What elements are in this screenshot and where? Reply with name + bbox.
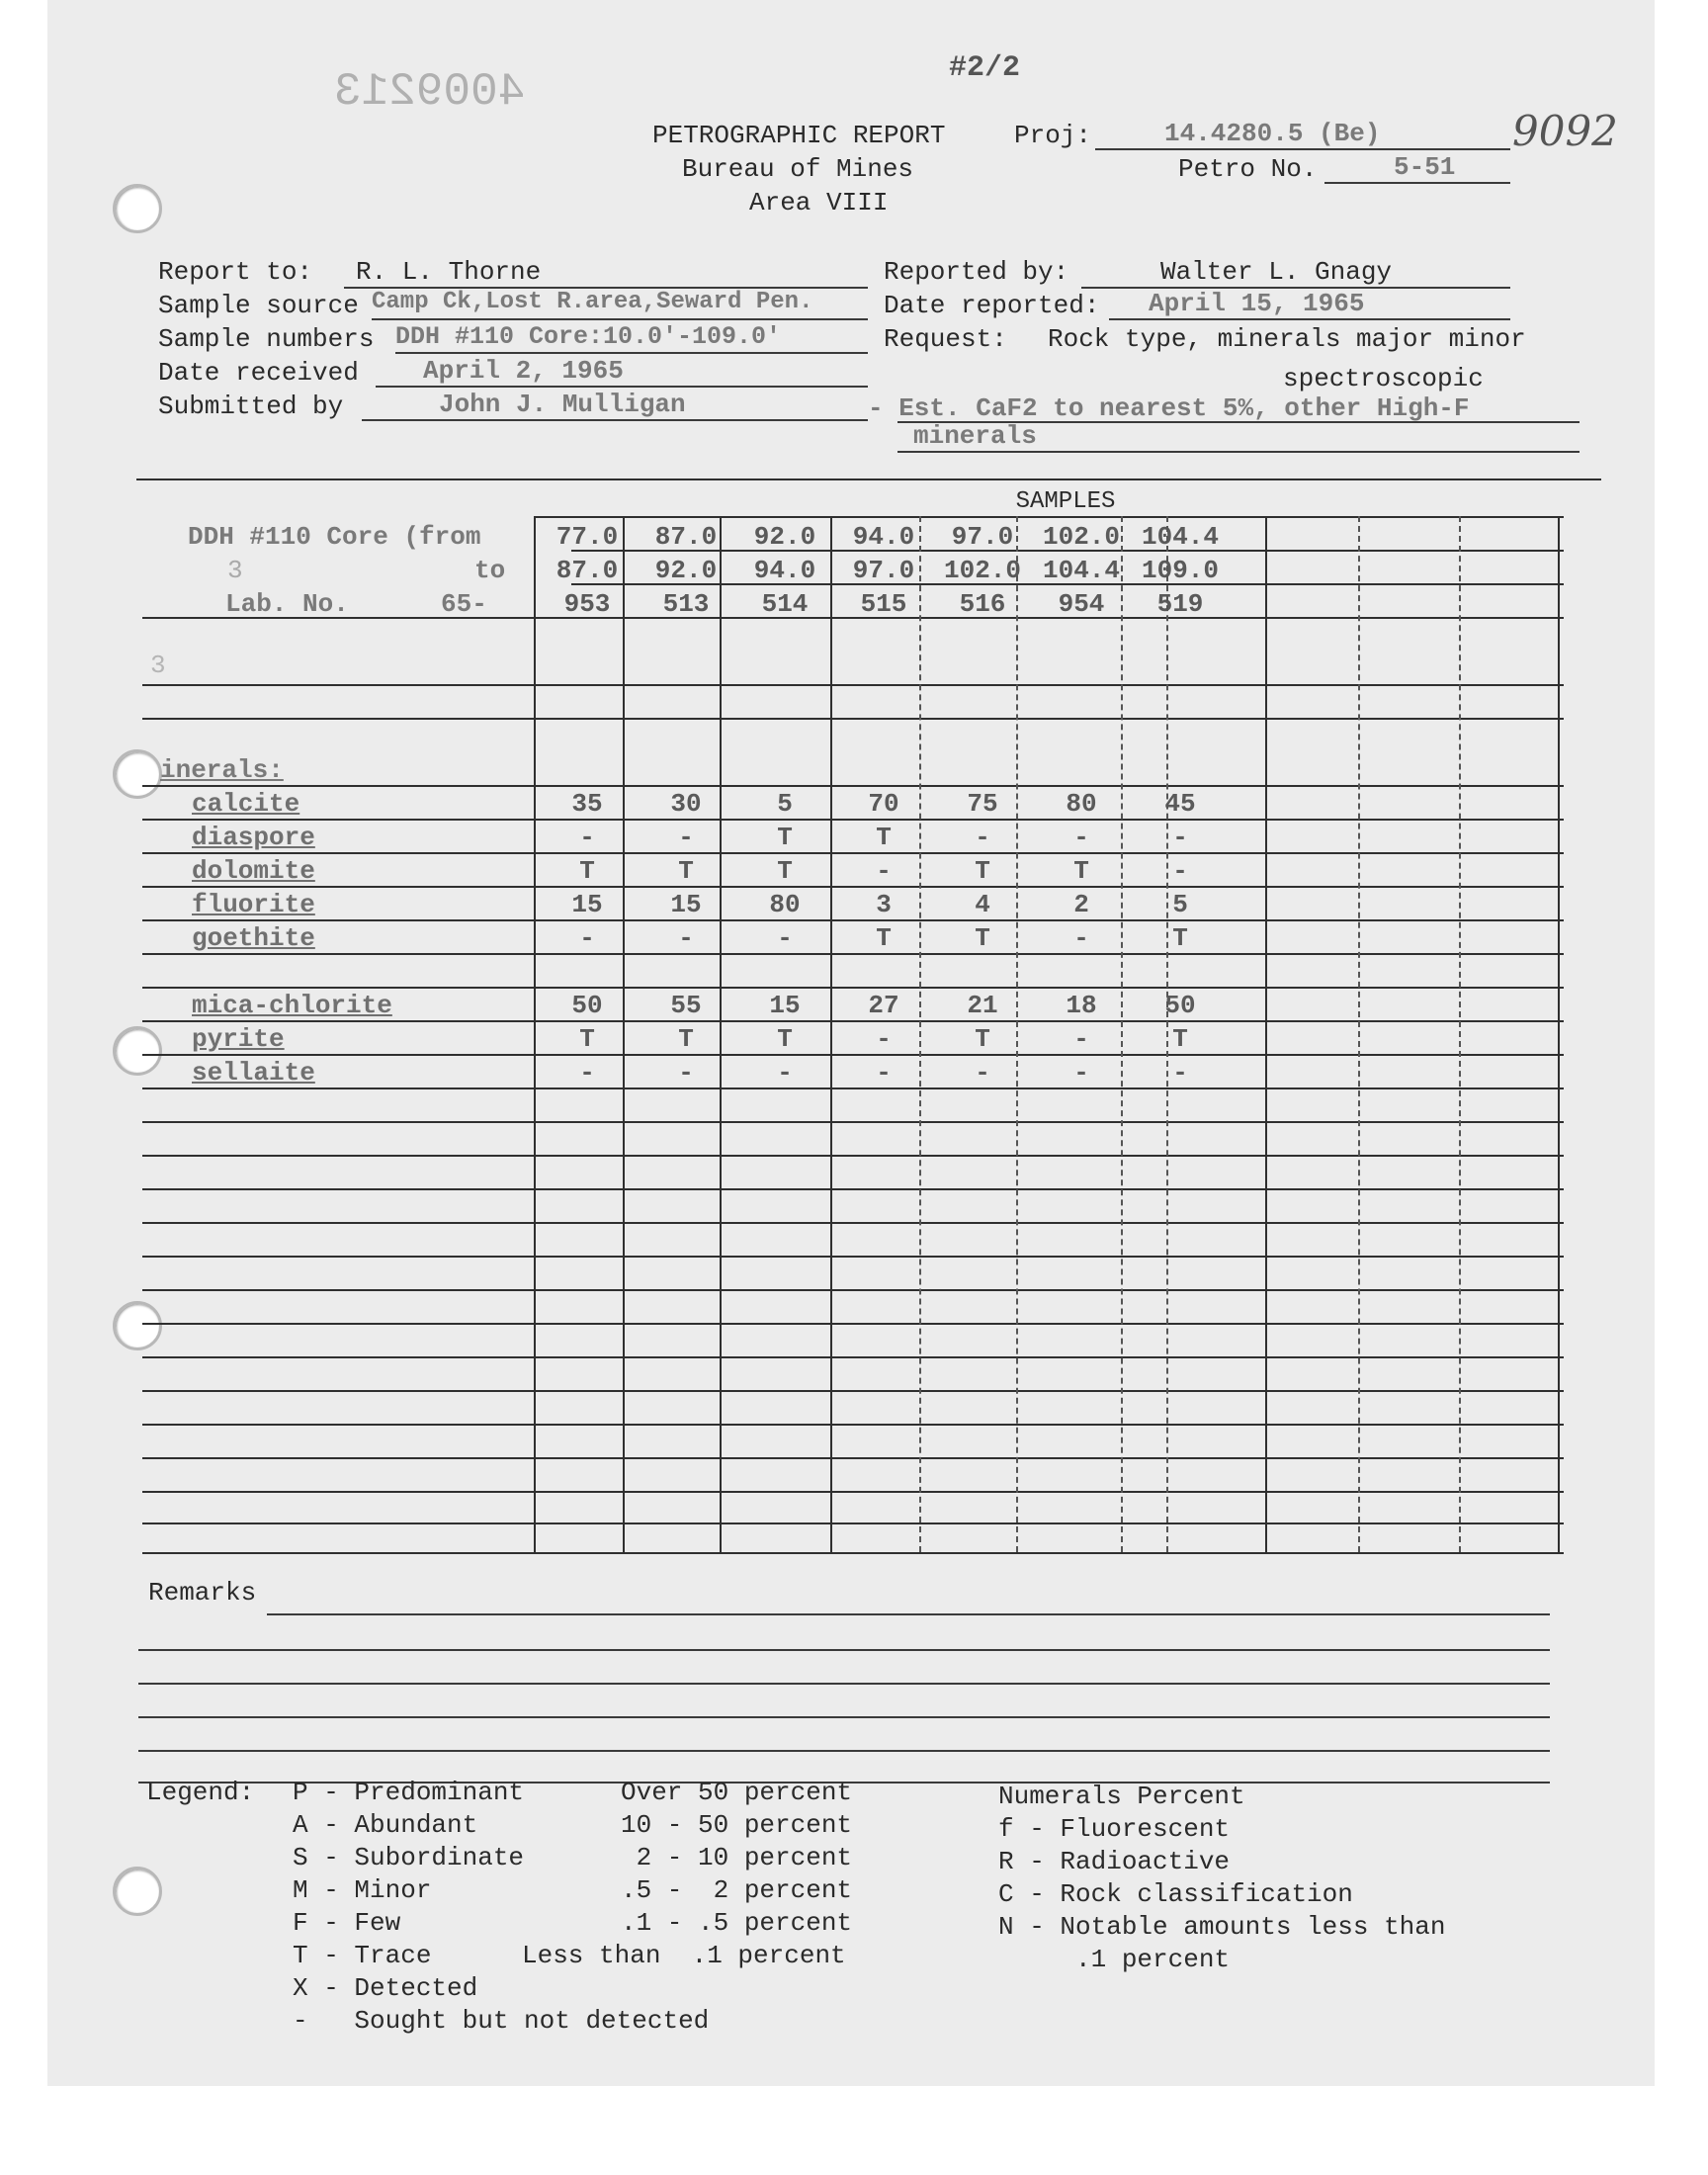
mineral-name: goethite (192, 923, 315, 953)
date-received-label: Date received (158, 358, 359, 388)
mineral-value-cell: T (579, 856, 595, 886)
mineral-name: pyrite (192, 1024, 285, 1054)
column-rule (534, 516, 536, 1552)
mineral-value-cell: - (678, 823, 694, 852)
report-title: PETROGRAPHIC REPORT (652, 121, 946, 150)
sample-numbers-value: DDH #110 Core:10.0'-109.0' (395, 322, 782, 351)
mineral-value-cell: 50 (1164, 991, 1196, 1020)
mineral-value-cell: - (777, 923, 793, 953)
mineral-value-cell: - (1073, 1058, 1089, 1088)
mineral-value-cell: T (1172, 1024, 1188, 1054)
request-line-3: - Est. CaF2 to nearest 5%, other High-F (868, 393, 1470, 423)
samples-rule (536, 516, 1564, 518)
submitted-by-value: John J. Mulligan (439, 390, 686, 419)
legend-code: - Sought but not detected (293, 2006, 710, 2036)
to-row-prefix: 3 (227, 556, 243, 585)
legend-code: F - Few (293, 1908, 401, 1938)
mineral-value-cell: - (1172, 856, 1188, 886)
mineral-value-cell: 50 (571, 991, 603, 1020)
legend-note: f - Fluorescent (998, 1814, 1231, 1844)
row-rule (142, 1356, 1564, 1358)
proj-label: Proj: (1014, 121, 1092, 150)
row-rule (142, 684, 1564, 686)
mineral-value-cell: 45 (1164, 789, 1196, 819)
column-rule (1016, 516, 1018, 1552)
mineral-value-cell: - (579, 923, 595, 953)
row-rule (142, 718, 1564, 720)
mineral-value-cell: - (678, 1058, 694, 1088)
mineral-value-cell: 3 (876, 890, 892, 919)
date-reported-value: April 15, 1965 (1149, 289, 1365, 318)
depth-to-cell: 109.0 (1141, 556, 1219, 585)
remarks-line (138, 1716, 1550, 1718)
mineral-value-cell: 21 (967, 991, 998, 1020)
remarks-line (138, 1750, 1550, 1752)
date-received-value: April 2, 1965 (423, 356, 624, 386)
punch-hole (113, 1301, 162, 1350)
depth-to-cell: 97.0 (852, 556, 915, 585)
minerals-heading: inerals: (160, 755, 284, 785)
sample-numbers-label: Sample numbers (158, 324, 375, 354)
mineral-name: sellaite (192, 1058, 315, 1088)
mineral-value-cell: T (678, 1024, 694, 1054)
mineral-value-cell: T (579, 1024, 595, 1054)
area-name: Area VIII (749, 188, 889, 218)
mineral-value-cell: T (975, 923, 990, 953)
row-rule (142, 785, 1564, 787)
legend-note: R - Radioactive (998, 1847, 1231, 1876)
mineral-name: calcite (192, 789, 300, 819)
reported-by-label: Reported by: (884, 257, 1069, 287)
mineral-name: dolomite (192, 856, 315, 886)
depth-to-cell: 94.0 (753, 556, 816, 585)
depth-to-cell: 87.0 (555, 556, 619, 585)
proj-value: 14.4280.5 (Be) (1164, 119, 1381, 148)
row-rule (142, 1491, 1564, 1493)
lab-row-label: Lab. No. (225, 589, 349, 619)
column-rule (1459, 516, 1461, 1552)
mineral-value-cell: 15 (571, 890, 603, 919)
mineral-value-cell: - (975, 823, 990, 852)
column-rule (623, 516, 625, 1552)
remarks-line (267, 1613, 1550, 1615)
legend-note: C - Rock classification (998, 1879, 1353, 1909)
row-rule (142, 1457, 1564, 1459)
row-rule (142, 886, 1564, 888)
row-rule (142, 1552, 1564, 1554)
row-rule (142, 1088, 1564, 1089)
legend-range: .1 - .5 percent (621, 1908, 853, 1938)
mineral-value-cell: - (876, 1024, 892, 1054)
page-marker: #2/2 (949, 51, 1021, 85)
depth-from-cell: 87.0 (654, 522, 718, 552)
row-rule (142, 1323, 1564, 1325)
mineral-value-cell: 55 (670, 991, 702, 1020)
mineral-value-cell: - (579, 823, 595, 852)
column-rule (1121, 516, 1123, 1552)
date-reported-underline (1109, 318, 1510, 320)
table-top-rule (136, 478, 1601, 480)
lab-number-cell: 515 (860, 589, 907, 619)
row-rule (142, 1390, 1564, 1392)
mineral-value-cell: T (1073, 856, 1089, 886)
mineral-value-cell: 15 (670, 890, 702, 919)
mineral-value-cell: 18 (1066, 991, 1097, 1020)
row-rule (142, 852, 1564, 854)
mineral-value-cell: T (975, 856, 990, 886)
mineral-value-cell: 15 (769, 991, 801, 1020)
row-rule (142, 819, 1564, 821)
sample-numbers-underline (395, 352, 868, 354)
row-rule (142, 953, 1564, 955)
mineral-name: diaspore (192, 823, 315, 852)
row-rule (142, 1222, 1564, 1224)
row-rule (142, 987, 1564, 989)
mineral-value-cell: - (1172, 823, 1188, 852)
lab-number-cell: 514 (761, 589, 809, 619)
punch-hole (113, 1867, 162, 1916)
column-rule (1358, 516, 1360, 1552)
request-line-4: minerals (913, 421, 1037, 451)
stamp-number: 4009213 (334, 66, 526, 118)
mineral-name: mica-chlorite (192, 991, 392, 1020)
mineral-value-cell: 70 (868, 789, 899, 819)
mineral-value-cell: 27 (868, 991, 899, 1020)
depth-from-cell: 102.0 (1042, 522, 1120, 552)
mineral-value-cell: 5 (777, 789, 793, 819)
depth-to-cell: 102.0 (943, 556, 1021, 585)
depth-to-cell: 104.4 (1042, 556, 1120, 585)
mineral-value-cell: T (777, 1024, 793, 1054)
legend-range: .5 - 2 percent (621, 1875, 853, 1905)
mineral-value-cell: - (975, 1058, 990, 1088)
mineral-value-cell: 2 (1073, 890, 1089, 919)
request-line-2: spectroscopic (1283, 364, 1484, 393)
row-rule (142, 1121, 1564, 1123)
agency-name: Bureau of Mines (682, 154, 914, 184)
remarks-line (138, 1649, 1550, 1651)
legend-note: N - Notable amounts less than (998, 1912, 1446, 1942)
column-rule (919, 516, 921, 1552)
mineral-value-cell: - (1073, 823, 1089, 852)
mineral-value-cell: T (777, 856, 793, 886)
column-rule (1265, 516, 1267, 1552)
date-reported-label: Date reported: (884, 291, 1100, 320)
mineral-value-cell: T (678, 856, 694, 886)
depth-from-cell: 94.0 (852, 522, 915, 552)
mineral-value-cell: T (975, 1024, 990, 1054)
sample-source-value: Camp Ck,Lost R.area,Seward Pen. (372, 289, 813, 315)
mineral-value-cell: 4 (975, 890, 990, 919)
row-rule (142, 1020, 1564, 1022)
depth-from-cell: 77.0 (555, 522, 619, 552)
legend-code: S - Subordinate (293, 1843, 525, 1872)
mineral-value-cell: T (1172, 923, 1188, 953)
lab-number-cell: 513 (662, 589, 710, 619)
column-rule (1166, 516, 1168, 1552)
remarks-line (138, 1683, 1550, 1685)
mineral-value-cell: T (777, 823, 793, 852)
date-received-underline (376, 386, 868, 388)
column-rule (1558, 516, 1560, 1552)
depth-from-cell: 92.0 (753, 522, 816, 552)
remarks-label: Remarks (148, 1578, 257, 1608)
request-label: Request: (884, 324, 1007, 354)
mineral-name: fluorite (192, 890, 315, 919)
report-sheet (47, 0, 1655, 2086)
petro-value: 5-51 (1394, 152, 1456, 182)
request-underline-2 (897, 451, 1580, 453)
legend-code: M - Minor (293, 1875, 432, 1905)
row-rule (142, 617, 1564, 619)
mineral-value-cell: 80 (1066, 789, 1097, 819)
row-rule (142, 919, 1564, 921)
reported-by-value: Walter L. Gnagy (1160, 257, 1393, 287)
depth-from-cell: 97.0 (951, 522, 1014, 552)
from-row-label: DDH #110 Core (from (188, 522, 481, 552)
mineral-value-cell: - (876, 856, 892, 886)
submitted-by-label: Submitted by (158, 392, 344, 421)
row-rule (142, 1256, 1564, 1258)
lab-row-prefix: 65- (441, 589, 487, 619)
proj-underline (1095, 148, 1510, 150)
legend-code: X - Detected (293, 1973, 478, 2003)
legend-label: Legend: (146, 1778, 255, 1807)
legend-note: .1 percent (998, 1945, 1231, 1974)
row-rule (142, 1424, 1564, 1426)
mineral-value-cell: 5 (1172, 890, 1188, 919)
legend-range: 10 - 50 percent (621, 1810, 853, 1840)
row-rule (142, 1054, 1564, 1056)
legend-code: A - Abundant (293, 1810, 478, 1840)
legend-range: 2 - 10 percent (621, 1843, 853, 1872)
report-to-value: R. L. Thorne (356, 257, 542, 287)
row-rule (142, 1289, 1564, 1291)
mineral-value-cell: - (678, 923, 694, 953)
mineral-value-cell: 35 (571, 789, 603, 819)
handwritten-number: 9092 (1512, 107, 1618, 155)
samples-heading: SAMPLES (1015, 488, 1116, 515)
depth-from-cell: 104.4 (1141, 522, 1219, 552)
legend-code: P - Predominant (293, 1778, 525, 1807)
mineral-value-cell: T (876, 823, 892, 852)
legend-note: Numerals Percent (998, 1782, 1245, 1811)
row-rule (142, 1188, 1564, 1190)
punch-hole (113, 1026, 162, 1076)
request-line-1: Rock type, minerals major minor (1048, 324, 1526, 354)
legend-code: T - Trace (293, 1941, 432, 1970)
sample-source-underline (372, 318, 868, 320)
mineral-value-cell: - (876, 1058, 892, 1088)
row-rule (142, 1522, 1564, 1524)
depth-to-cell: 92.0 (654, 556, 718, 585)
mineral-value-cell: 80 (769, 890, 801, 919)
punch-hole (113, 749, 162, 799)
mineral-value-cell: 30 (670, 789, 702, 819)
stray-mark: 3 (150, 651, 166, 680)
legend-range: Less than .1 percent (522, 1941, 846, 1970)
lab-number-cell: 516 (959, 589, 1006, 619)
sample-source-label: Sample source (158, 291, 359, 320)
mineral-value-cell: T (876, 923, 892, 953)
lab-number-cell: 519 (1156, 589, 1204, 619)
to-row-label: to (474, 556, 506, 585)
mineral-value-cell: - (1073, 1024, 1089, 1054)
petro-underline (1324, 182, 1510, 184)
column-rule (720, 516, 722, 1552)
legend-range: Over 50 percent (621, 1778, 853, 1807)
submitted-by-underline (362, 419, 868, 421)
column-rule (830, 516, 832, 1552)
mineral-value-cell: - (1172, 1058, 1188, 1088)
mineral-value-cell: 75 (967, 789, 998, 819)
punch-hole (113, 184, 162, 233)
report-to-label: Report to: (158, 257, 313, 287)
row-rule (142, 1155, 1564, 1157)
mineral-value-cell: - (579, 1058, 595, 1088)
lab-number-cell: 954 (1058, 589, 1105, 619)
petro-label: Petro No. (1178, 154, 1318, 184)
mineral-value-cell: - (777, 1058, 793, 1088)
lab-number-cell: 953 (563, 589, 611, 619)
mineral-value-cell: - (1073, 923, 1089, 953)
